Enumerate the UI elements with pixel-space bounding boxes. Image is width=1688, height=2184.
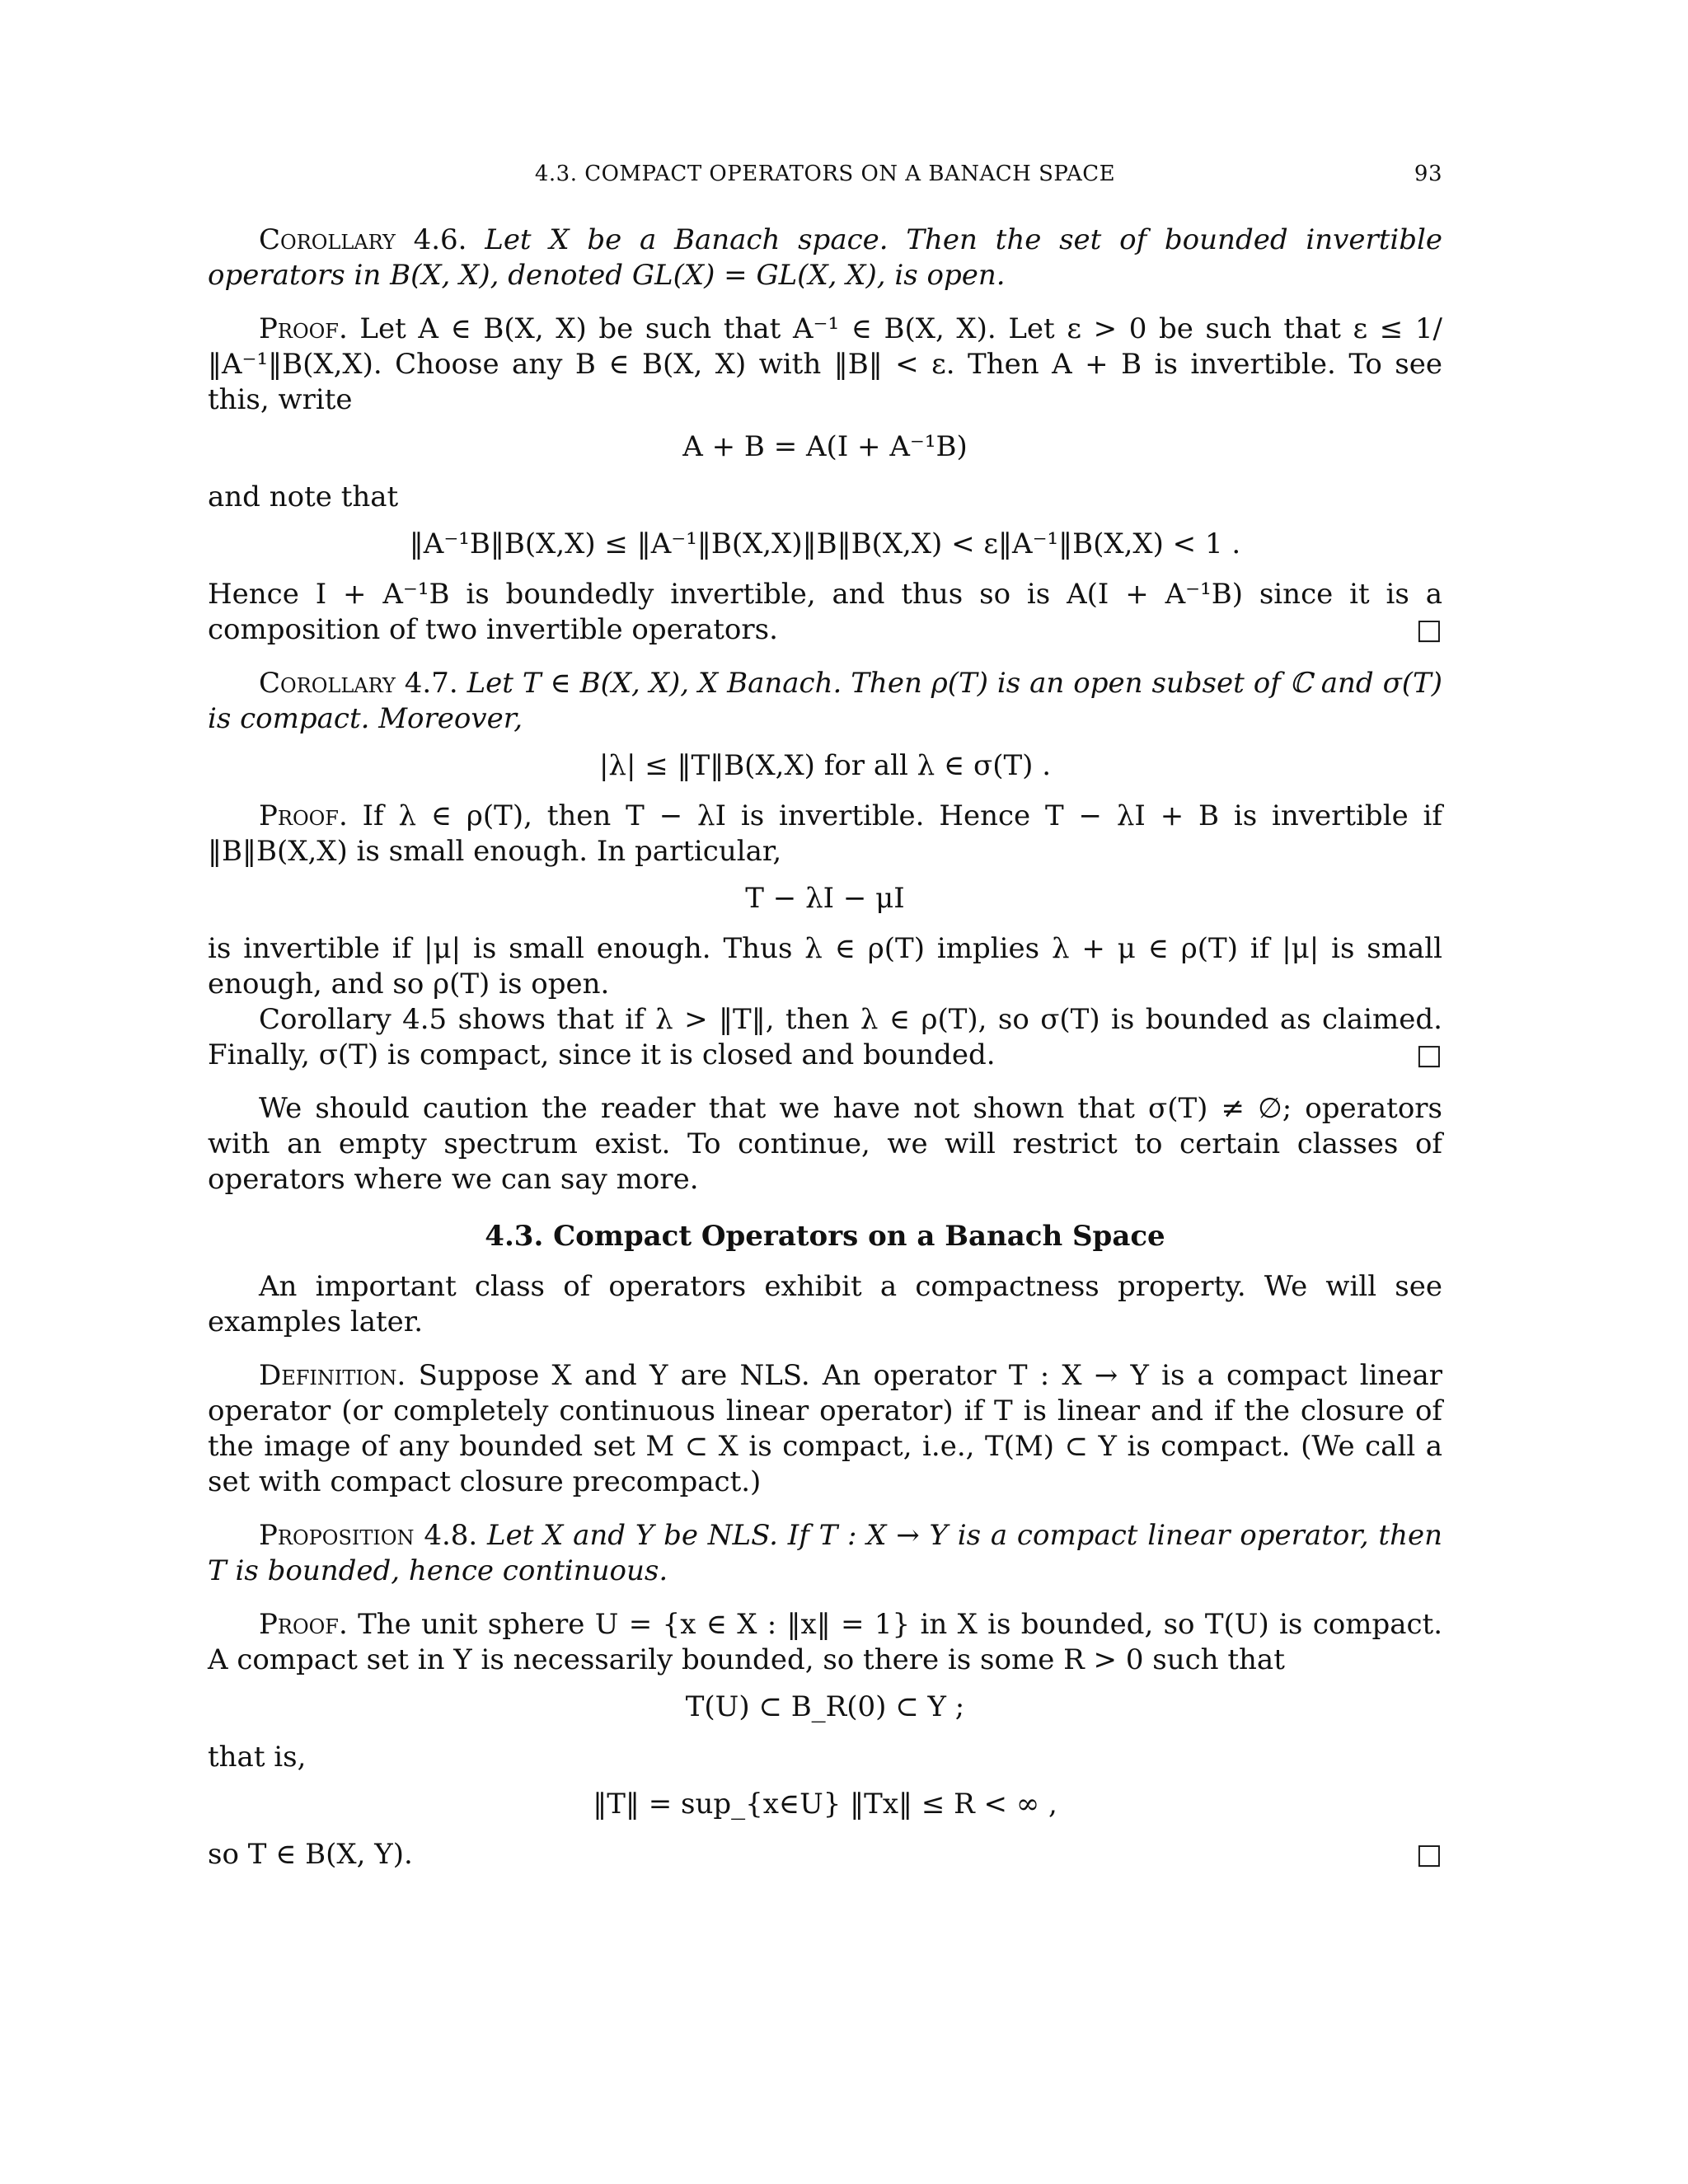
page-body (208, 223, 1442, 1872)
corollary-4-6 (208, 223, 1442, 293)
equation-1: A + B = A(I + A⁻¹B) (682, 430, 968, 463)
proof-3-end (208, 1837, 1442, 1872)
proposition-4-8-label: Proposition 4.8. (259, 1519, 478, 1552)
intro-paragraph: An important class of operators exhibit a compactness property. We will see examples later. (208, 1270, 1442, 1338)
proof-3-label: Proof. (259, 1608, 348, 1641)
that-is: that is, (208, 1741, 307, 1774)
proof-1-end-text: Hence I + A⁻¹B is boundedly invertible, and thus so is A(I + A⁻¹B) since it is a composition of two invertible operators. (208, 578, 1442, 646)
proof-3-text: The unit sphere U = {x ∈ X : ‖x‖ = 1} in X is bounded, so T(U) is compact. A compact set in Y is necessarily bounded, so there is some R > 0 such that (208, 1608, 1442, 1676)
caution-paragraph: We should caution the reader that we have not shown that σ(T) ≠ ∅; operators with an empty spectrum exist. To continue, we will restrict to certain classes of operators where we can say more. (208, 1092, 1442, 1196)
proof-2-end-text: Corollary 4.5 shows that if λ > ‖T‖, then λ ∈ ρ(T), so σ(T) is bounded as claimed. Finally, σ(T) is compact, since it is closed and bounded. (208, 1003, 1442, 1071)
corollary-4-6-label: Corollary 4.6. (259, 223, 467, 256)
corollary-4-6-text: Let X be a Banach space. Then the set of bounded invertible operators in B(X, X), denoted GL(X) = GL(X, X), is open. (208, 223, 1442, 292)
definition-label: Definition. (259, 1359, 406, 1392)
proposition-4-8 (208, 1518, 1442, 1589)
proof-1-label: Proof. (259, 312, 348, 345)
equation-4: T − λI − μI (745, 882, 905, 915)
equation-5: T(U) ⊂ B_R(0) ⊂ Y ; (685, 1690, 965, 1723)
proof-2-text: If λ ∈ ρ(T), then T − λI is invertible. Hence T − λI + B is invertible if ‖B‖B(X,X) is small enough. In particular, (208, 799, 1442, 868)
qed-symbol: □ (1415, 1838, 1442, 1871)
equation-2: ‖A⁻¹B‖B(X,X) ≤ ‖A⁻¹‖B(X,X)‖B‖B(X,X) < ε‖A⁻¹‖B(X,X) < 1 . (409, 527, 1241, 560)
corollary-4-7-label: Corollary 4.7. (259, 667, 458, 700)
page-number: 93 (1414, 162, 1442, 186)
proof-2 (208, 799, 1442, 869)
section-heading: 4.3. Compact Operators on a Banach Space (485, 1220, 1165, 1253)
proof-1-text: Let A ∈ B(X, X) be such that A⁻¹ ∈ B(X, X). Let ε > 0 be such that ε ≤ 1/‖A⁻¹‖B(X,X). Choose any B ∈ B(X, X) with ‖B‖ < ε. Then A + B is invertible. To see this, write (208, 312, 1442, 416)
qed-symbol: □ (1415, 1038, 1442, 1071)
definition (208, 1358, 1442, 1500)
note-that: and note that (208, 480, 399, 513)
proof-3-end-text: so T ∈ B(X, Y). (208, 1838, 413, 1871)
proof-1 (208, 312, 1442, 418)
running-head-title: 4.3. COMPACT OPERATORS ON A BANACH SPACE (534, 162, 1116, 186)
proof-2-label: Proof. (259, 799, 348, 832)
running-head (208, 162, 1442, 194)
proposition-4-8-text: Let X and Y be NLS. If T : X → Y is a compact linear operator, then T is bounded, hence continuous. (208, 1519, 1442, 1587)
proof-2-end (208, 1002, 1442, 1073)
definition-text: Suppose X and Y are NLS. An operator T : X → Y is a compact linear operator (or completely continuous linear operator) if T is linear and if the closure of the image of any bounded set M ⊂ X is compact, i.e., T(M) ⊂ Y is compact. (We call a set with compact closure precompact.) (208, 1359, 1442, 1498)
qed-symbol: □ (1415, 613, 1442, 646)
corollary-4-7 (208, 666, 1442, 737)
proof-1-end (208, 577, 1442, 648)
proof-2-mid: is invertible if |μ| is small enough. Thus λ ∈ ρ(T) implies λ + μ ∈ ρ(T) if |μ| is small enough, and so ρ(T) is open. (208, 932, 1442, 1001)
proof-3 (208, 1607, 1442, 1678)
corollary-4-7-text: Let T ∈ B(X, X), X Banach. Then ρ(T) is an open subset of ℂ and σ(T) is compact. Moreover, (208, 667, 1442, 735)
equation-3: |λ| ≤ ‖T‖B(X,X) for all λ ∈ σ(T) . (598, 749, 1052, 782)
equation-6: ‖T‖ = sup_{x∈U} ‖Tx‖ ≤ R < ∞ , (593, 1788, 1057, 1821)
